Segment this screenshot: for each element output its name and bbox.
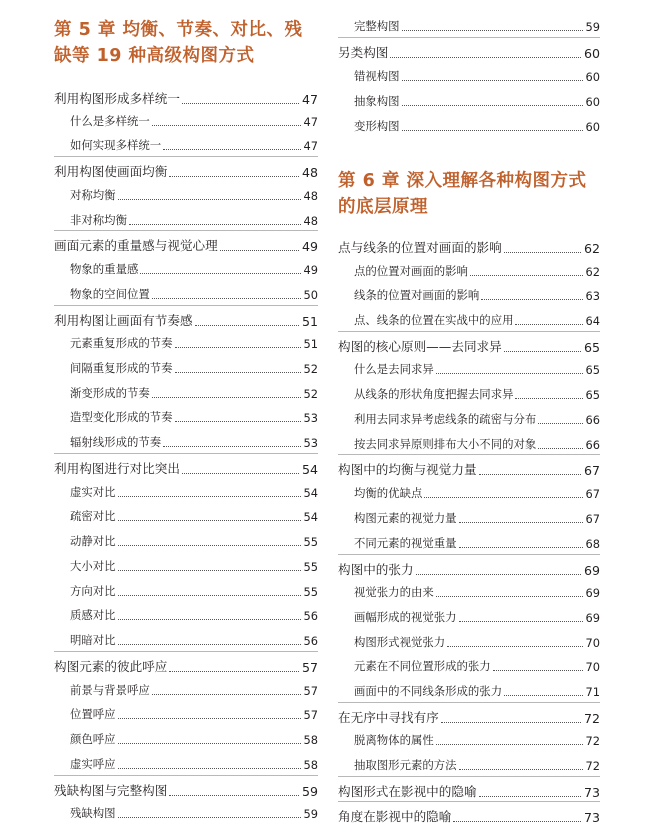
toc-entry-title: 画面元素的重量感与视觉心理 bbox=[54, 238, 218, 253]
toc-entry-title: 画幅形成的视觉张力 bbox=[354, 610, 457, 624]
toc-page-number: 67 bbox=[585, 512, 600, 526]
toc-entry-title: 虚实呼应 bbox=[70, 757, 116, 771]
toc-dot-leader bbox=[118, 545, 301, 546]
toc-dot-leader bbox=[436, 596, 583, 597]
toc-section-entry[interactable] bbox=[54, 781, 318, 799]
toc-entry-title: 构图的核心原则——去同求异 bbox=[338, 339, 502, 354]
toc-page-number: 67 bbox=[583, 463, 600, 478]
toc-entry-title: 错视构图 bbox=[354, 69, 400, 83]
chapter-5-title bbox=[54, 17, 324, 69]
toc-page-number: 48 bbox=[301, 165, 318, 180]
toc-page-number: 58 bbox=[303, 733, 318, 747]
toc-page-number: 66 bbox=[585, 438, 600, 452]
toc-subsection-entry[interactable] bbox=[54, 583, 318, 599]
toc-dot-leader bbox=[459, 547, 583, 548]
toc-dot-leader bbox=[152, 298, 301, 299]
toc-subsection-entry[interactable] bbox=[338, 312, 600, 328]
toc-dot-leader bbox=[118, 595, 301, 596]
toc-page-number: 55 bbox=[303, 585, 318, 599]
toc-entry-title: 疏密对比 bbox=[70, 509, 116, 523]
toc-page-number: 56 bbox=[303, 634, 318, 648]
toc-dot-leader bbox=[402, 105, 583, 106]
toc-dot-leader bbox=[118, 718, 301, 719]
toc-page-number: 48 bbox=[303, 214, 318, 228]
toc-page-number: 55 bbox=[303, 560, 318, 574]
toc-page-number: 73 bbox=[583, 810, 600, 825]
toc-page-number: 72 bbox=[583, 711, 600, 726]
toc-subsection-entry[interactable] bbox=[54, 756, 318, 772]
toc-entry-title: 另类构图 bbox=[338, 45, 389, 60]
toc-entry-title: 点、线条的位置在实战中的应用 bbox=[354, 313, 514, 327]
toc-dot-leader bbox=[515, 398, 582, 399]
toc-subsection-entry[interactable] bbox=[54, 187, 318, 203]
toc-entry-title: 非对称均衡 bbox=[70, 213, 127, 227]
toc-subsection-entry[interactable] bbox=[338, 609, 600, 625]
toc-section-entry[interactable] bbox=[338, 337, 600, 355]
toc-entry-title: 按去同求异原则排布大小不同的对象 bbox=[354, 437, 537, 451]
toc-page-number: 60 bbox=[585, 70, 600, 84]
toc-page-number: 54 bbox=[303, 510, 318, 524]
toc-subsection-entry[interactable] bbox=[338, 584, 600, 600]
toc-dot-leader bbox=[504, 252, 581, 253]
toc-subsection-entry[interactable] bbox=[338, 535, 600, 551]
toc-entry-title: 如何实现多样统一 bbox=[70, 138, 162, 152]
toc-page-number: 73 bbox=[583, 785, 600, 800]
toc-subsection-entry[interactable] bbox=[54, 113, 318, 129]
toc-entry-title: 从线条的形状角度把握去同求异 bbox=[354, 387, 514, 401]
toc-page-number: 54 bbox=[303, 486, 318, 500]
toc-entry-title: 构图元素的彼此呼应 bbox=[54, 659, 168, 674]
toc-subsection-entry[interactable] bbox=[338, 485, 600, 501]
toc-page-number: 47 bbox=[303, 115, 318, 129]
toc-subsection-entry[interactable] bbox=[54, 360, 318, 376]
toc-page-number: 47 bbox=[301, 92, 318, 107]
toc-page-number: 72 bbox=[585, 734, 600, 748]
toc-page-number: 47 bbox=[303, 139, 318, 153]
toc-entry-title: 完整构图 bbox=[354, 19, 400, 33]
toc-page-number: 70 bbox=[585, 660, 600, 674]
toc-entry-title: 不同元素的视觉重量 bbox=[354, 536, 457, 550]
toc-subsection-entry[interactable] bbox=[54, 385, 318, 401]
toc-section-entry[interactable] bbox=[54, 162, 318, 180]
chapter-6-title bbox=[338, 168, 608, 220]
toc-page-number: 53 bbox=[303, 411, 318, 425]
toc-subsection-entry[interactable] bbox=[338, 658, 600, 674]
toc-dot-leader bbox=[220, 250, 299, 251]
toc-dot-leader bbox=[504, 695, 582, 696]
toc-entry-title: 前景与背景呼应 bbox=[70, 683, 150, 697]
toc-dot-leader bbox=[163, 149, 300, 150]
toc-dot-leader bbox=[416, 574, 581, 575]
toc-dot-leader bbox=[169, 795, 299, 796]
toc-subsection-entry[interactable] bbox=[54, 261, 318, 277]
toc-entry-title: 颜色呼应 bbox=[70, 732, 116, 746]
toc-subsection-entry[interactable] bbox=[338, 683, 600, 699]
toc-dot-leader bbox=[493, 670, 583, 671]
toc-page-number: 59 bbox=[301, 784, 318, 799]
toc-dot-leader bbox=[169, 176, 299, 177]
toc-dot-leader bbox=[118, 768, 301, 769]
toc-dot-leader bbox=[152, 397, 301, 398]
toc-entry-title: 视觉张力的由来 bbox=[354, 585, 434, 599]
toc-subsection-entry[interactable] bbox=[54, 286, 318, 302]
toc-entry-title: 均衡的优缺点 bbox=[354, 486, 423, 500]
toc-page-number: 51 bbox=[303, 337, 318, 351]
toc-page-number: 52 bbox=[303, 362, 318, 376]
toc-dot-leader bbox=[118, 817, 301, 818]
toc-subsection-entry[interactable] bbox=[54, 335, 318, 351]
chapter-6-title-line-1: 第 6 章 深入理解各种构图方式 bbox=[338, 171, 587, 191]
toc-dot-leader bbox=[129, 224, 301, 225]
toc-section-entry[interactable] bbox=[338, 708, 600, 726]
toc-section-entry[interactable] bbox=[338, 460, 600, 478]
chapter-5-title-line-2: 缺等 19 种高级构图方式 bbox=[54, 46, 255, 66]
toc-section-entry[interactable] bbox=[338, 807, 600, 825]
toc-entry-title: 构图中的均衡与视觉力量 bbox=[338, 462, 477, 477]
toc-subsection-entry[interactable] bbox=[54, 607, 318, 623]
toc-entry-title: 构图元素的视觉力量 bbox=[354, 511, 457, 525]
toc-subsection-entry[interactable] bbox=[54, 805, 318, 821]
toc-dot-leader bbox=[479, 474, 581, 475]
toc-subsection-entry[interactable] bbox=[54, 706, 318, 722]
toc-dot-leader bbox=[182, 473, 299, 474]
toc-entry-title: 构图中的张力 bbox=[338, 562, 414, 577]
toc-dot-leader bbox=[118, 520, 301, 521]
toc-subsection-entry[interactable] bbox=[54, 533, 318, 549]
toc-page-number: 50 bbox=[303, 288, 318, 302]
toc-page-number: 72 bbox=[585, 759, 600, 773]
toc-subsection-entry[interactable] bbox=[54, 409, 318, 425]
toc-page-number: 64 bbox=[585, 314, 600, 328]
toc-dot-leader bbox=[175, 347, 301, 348]
toc-page-number: 49 bbox=[303, 263, 318, 277]
toc-dot-leader bbox=[175, 421, 301, 422]
toc-page-number: 66 bbox=[585, 413, 600, 427]
toc-subsection-entry[interactable] bbox=[54, 484, 318, 500]
toc-section-entry[interactable] bbox=[54, 89, 318, 107]
toc-entry-title: 脱离物体的属性 bbox=[354, 733, 434, 747]
toc-entry-title: 明暗对比 bbox=[70, 633, 116, 647]
toc-subsection-entry[interactable] bbox=[338, 93, 600, 109]
toc-entry-title: 物象的重量感 bbox=[70, 262, 139, 276]
toc-entry-title: 物象的空间位置 bbox=[70, 287, 150, 301]
toc-entry-title: 角度在影视中的隐喻 bbox=[338, 809, 452, 824]
toc-entry-title: 动静对比 bbox=[70, 534, 116, 548]
toc-dot-leader bbox=[479, 796, 581, 797]
toc-subsection-entry[interactable] bbox=[54, 212, 318, 228]
toc-subsection-entry[interactable] bbox=[54, 137, 318, 153]
toc-page-number: 70 bbox=[585, 636, 600, 650]
toc-entry-title: 构图形式视觉张力 bbox=[354, 635, 446, 649]
toc-entry-title: 画面中的不同线条形成的张力 bbox=[354, 684, 503, 698]
toc-page-number: 48 bbox=[303, 189, 318, 203]
toc-section-entry[interactable] bbox=[54, 657, 318, 675]
toc-page-number: 49 bbox=[301, 239, 318, 254]
toc-entry-title: 间隔重复形成的节奏 bbox=[70, 361, 173, 375]
toc-dot-leader bbox=[436, 373, 583, 374]
chapter-6-title-line-2: 的底层原理 bbox=[338, 197, 428, 217]
toc-page-number: 65 bbox=[583, 340, 600, 355]
toc-section-entry[interactable] bbox=[338, 782, 600, 800]
toc-page-number: 57 bbox=[303, 708, 318, 722]
toc-entry-title: 构图形式在影视中的隐喻 bbox=[338, 784, 477, 799]
toc-page-number: 65 bbox=[585, 363, 600, 377]
toc-dot-leader bbox=[538, 423, 582, 424]
toc-subsection-entry[interactable] bbox=[338, 68, 600, 84]
toc-page-number: 58 bbox=[303, 758, 318, 772]
toc-dot-leader bbox=[118, 644, 301, 645]
toc-page-number: 69 bbox=[585, 586, 600, 600]
toc-subsection-entry[interactable] bbox=[54, 434, 318, 450]
toc-entry-title: 对称均衡 bbox=[70, 188, 116, 202]
toc-dot-leader bbox=[470, 275, 583, 276]
toc-subsection-entry[interactable] bbox=[54, 508, 318, 524]
toc-entry-title: 点与线条的位置对画面的影响 bbox=[338, 240, 502, 255]
toc-subsection-entry[interactable] bbox=[54, 682, 318, 698]
toc-entry-title: 什么是多样统一 bbox=[70, 114, 150, 128]
toc-dot-leader bbox=[195, 325, 299, 326]
toc-dot-leader bbox=[118, 743, 301, 744]
toc-subsection-entry[interactable] bbox=[54, 558, 318, 574]
toc-dot-leader bbox=[163, 446, 300, 447]
toc-page-number: 60 bbox=[585, 120, 600, 134]
toc-entry-title: 利用构图使画面均衡 bbox=[54, 164, 168, 179]
toc-subsection-entry[interactable] bbox=[338, 18, 600, 34]
toc-subsection-entry[interactable] bbox=[338, 361, 600, 377]
toc-subsection-entry[interactable] bbox=[338, 436, 600, 452]
toc-dot-leader bbox=[447, 646, 582, 647]
toc-page-number: 59 bbox=[585, 20, 600, 34]
toc-dot-leader bbox=[441, 722, 581, 723]
toc-entry-title: 元素重复形成的节奏 bbox=[70, 336, 173, 350]
toc-dot-leader bbox=[481, 299, 582, 300]
toc-dot-leader bbox=[504, 351, 581, 352]
toc-page-number: 69 bbox=[585, 611, 600, 625]
toc-dot-leader bbox=[152, 125, 301, 126]
toc-entry-title: 元素在不同位置形成的张力 bbox=[354, 659, 491, 673]
toc-page-number: 51 bbox=[301, 314, 318, 329]
toc-dot-leader bbox=[402, 80, 583, 81]
toc-entry-title: 变形构图 bbox=[354, 119, 400, 133]
toc-entry-title: 利用构图让画面有节奏感 bbox=[54, 313, 193, 328]
toc-subsection-entry[interactable] bbox=[54, 731, 318, 747]
toc-dot-leader bbox=[152, 694, 301, 695]
toc-dot-leader bbox=[175, 372, 301, 373]
toc-entry-title: 残缺构图与完整构图 bbox=[54, 783, 168, 798]
toc-entry-title: 造型变化形成的节奏 bbox=[70, 410, 173, 424]
toc-page-number: 69 bbox=[583, 563, 600, 578]
toc-subsection-entry[interactable] bbox=[338, 386, 600, 402]
toc-entry-title: 利用构图进行对比突出 bbox=[54, 461, 180, 476]
chapter-5-title-line-1: 第 5 章 均衡、节奏、对比、残 bbox=[54, 20, 303, 40]
toc-subsection-entry[interactable] bbox=[54, 632, 318, 648]
toc-entry-title: 利用构图形成多样统一 bbox=[54, 91, 180, 106]
toc-dot-leader bbox=[118, 619, 301, 620]
toc-dot-leader bbox=[140, 273, 300, 274]
toc-section-entry[interactable] bbox=[54, 459, 318, 477]
toc-subsection-entry[interactable] bbox=[338, 263, 600, 279]
toc-entry-title: 什么是去同求异 bbox=[354, 362, 434, 376]
toc-subsection-entry[interactable] bbox=[338, 732, 600, 748]
toc-dot-leader bbox=[515, 324, 582, 325]
toc-page-number: 71 bbox=[585, 685, 600, 699]
toc-page-number: 60 bbox=[583, 46, 600, 61]
toc-entry-title: 辐射线形成的节奏 bbox=[70, 435, 162, 449]
toc-page-number: 54 bbox=[301, 462, 318, 477]
toc-subsection-entry[interactable] bbox=[338, 757, 600, 773]
toc-dot-leader bbox=[402, 30, 583, 31]
toc-dot-leader bbox=[453, 821, 581, 822]
toc-dot-leader bbox=[459, 522, 583, 523]
toc-dot-leader bbox=[169, 671, 299, 672]
toc-page-number: 52 bbox=[303, 387, 318, 401]
toc-page-number: 59 bbox=[303, 807, 318, 821]
toc-section-entry[interactable] bbox=[338, 238, 600, 256]
toc-dot-leader bbox=[538, 448, 582, 449]
toc-dot-leader bbox=[118, 199, 301, 200]
toc-entry-title: 大小对比 bbox=[70, 559, 116, 573]
toc-page-number: 57 bbox=[303, 684, 318, 698]
toc-dot-leader bbox=[182, 103, 299, 104]
toc-dot-leader bbox=[459, 769, 583, 770]
toc-page-number: 62 bbox=[583, 241, 600, 256]
toc-dot-leader bbox=[402, 130, 583, 131]
toc-dot-leader bbox=[118, 570, 301, 571]
toc-dot-leader bbox=[390, 57, 581, 58]
toc-page-number: 56 bbox=[303, 609, 318, 623]
toc-entry-title: 利用去同求异考虑线条的疏密与分布 bbox=[354, 412, 537, 426]
toc-entry-title: 点的位置对画面的影响 bbox=[354, 264, 468, 278]
toc-subsection-entry[interactable] bbox=[338, 118, 600, 134]
toc-section-entry[interactable] bbox=[54, 236, 318, 254]
toc-entry-title: 抽取图形元素的方法 bbox=[354, 758, 457, 772]
toc-entry-title: 渐变形成的节奏 bbox=[70, 386, 150, 400]
toc-page-number: 57 bbox=[301, 660, 318, 675]
toc-page-number: 67 bbox=[585, 487, 600, 501]
toc-dot-leader bbox=[118, 496, 301, 497]
toc-page-number: 62 bbox=[585, 265, 600, 279]
toc-page-number: 65 bbox=[585, 388, 600, 402]
toc-entry-title: 抽象构图 bbox=[354, 94, 400, 108]
toc-entry-title: 在无序中寻找有序 bbox=[338, 710, 439, 725]
toc-dot-leader bbox=[459, 621, 583, 622]
toc-subsection-entry[interactable] bbox=[338, 634, 600, 650]
toc-page-number: 63 bbox=[585, 289, 600, 303]
toc-section-entry[interactable] bbox=[338, 560, 600, 578]
toc-entry-title: 方向对比 bbox=[70, 584, 116, 598]
toc-page-number: 55 bbox=[303, 535, 318, 549]
toc-section-entry[interactable] bbox=[338, 43, 600, 61]
toc-entry-title: 位置呼应 bbox=[70, 707, 116, 721]
toc-subsection-entry[interactable] bbox=[338, 510, 600, 526]
toc-dot-leader bbox=[436, 744, 583, 745]
toc-entry-title: 线条的位置对画面的影响 bbox=[354, 288, 480, 302]
toc-section-entry[interactable] bbox=[54, 311, 318, 329]
toc-entry-title: 质感对比 bbox=[70, 608, 116, 622]
toc-page-number: 53 bbox=[303, 436, 318, 450]
toc-entry-title: 虚实对比 bbox=[70, 485, 116, 499]
toc-entry-title: 残缺构图 bbox=[70, 806, 116, 820]
toc-dot-leader bbox=[424, 497, 582, 498]
toc-page-number: 60 bbox=[585, 95, 600, 109]
toc-page-number: 68 bbox=[585, 537, 600, 551]
toc-subsection-entry[interactable] bbox=[338, 411, 600, 427]
toc-subsection-entry[interactable] bbox=[338, 287, 600, 303]
